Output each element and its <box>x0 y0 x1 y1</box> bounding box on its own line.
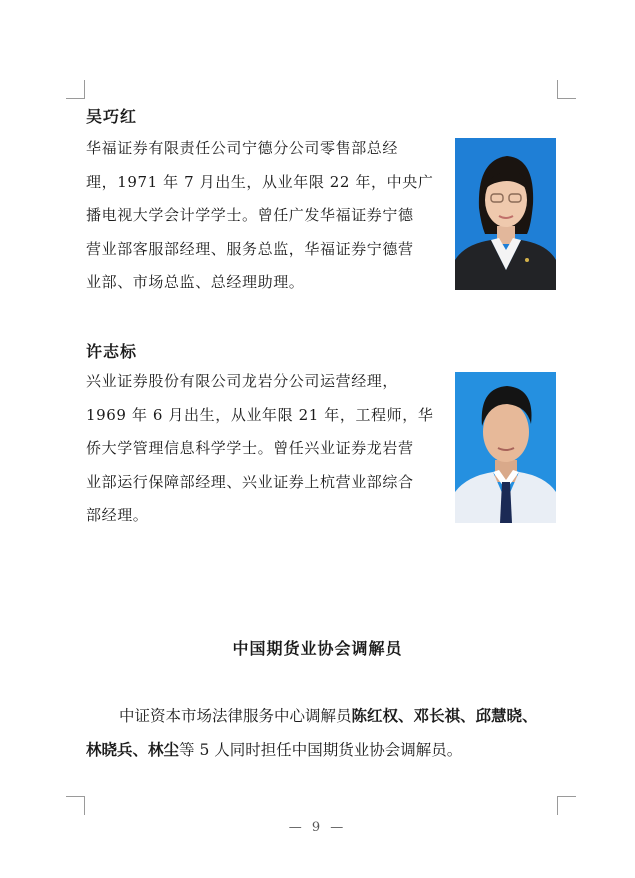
bio-line: 理，1971 年 7 月出生，从业年限 22 年，中央广 <box>86 172 434 191</box>
section-title: 中国期货业协会调解员 <box>232 639 403 658</box>
profile-name: 许志标 <box>86 342 138 361</box>
bio-line: 华福证券有限责任公司宁德分公司零售部总经 <box>86 139 399 157</box>
bio-line: 兴业证券股份有限公司龙岩分公司运营经理， <box>86 372 399 390</box>
bio-line: 营业部客服部经理、服务总监，华福证券宁德营 <box>86 239 414 258</box>
profile-bio <box>86 132 448 300</box>
bio-line: 部经理。 <box>86 506 149 524</box>
profile-photo <box>455 372 556 523</box>
page-number: — 9 — <box>288 820 347 835</box>
crop-mark-bottom-left <box>66 796 85 815</box>
paragraph-text: 中证资本市场法律服务中心调解员 <box>119 707 352 725</box>
photo-pin <box>525 258 529 262</box>
section-paragraph <box>86 699 556 767</box>
crop-mark-top-right <box>557 80 576 99</box>
bio-line: 业部、市场总监、总经理助理。 <box>86 273 305 291</box>
bio-line: 侨大学管理信息科学学士。曾任兴业证券龙岩营 <box>86 439 414 457</box>
profile-name: 吴巧红 <box>86 107 138 126</box>
mediator-names: 陈红权、邓长祺、邱慧晓、 <box>351 706 538 725</box>
mediator-names: 林晓兵、林尘 <box>86 740 180 759</box>
paragraph-text: 等 5 人同时担任中国期货业协会调解员。 <box>179 741 463 759</box>
profile-photo <box>455 138 556 290</box>
photo-tie <box>500 482 512 523</box>
profile-bio <box>86 365 448 533</box>
crop-mark-bottom-right <box>557 796 576 815</box>
bio-line: 业部运行保障部经理、兴业证券上杭营业部综合 <box>86 472 414 491</box>
bio-line: 播电视大学会计学学士。曾任广发华福证券宁德 <box>86 206 414 224</box>
bio-line: 1969 年 6 月出生，从业年限 21 年，工程师，华 <box>86 405 434 424</box>
crop-mark-top-left <box>66 80 85 99</box>
